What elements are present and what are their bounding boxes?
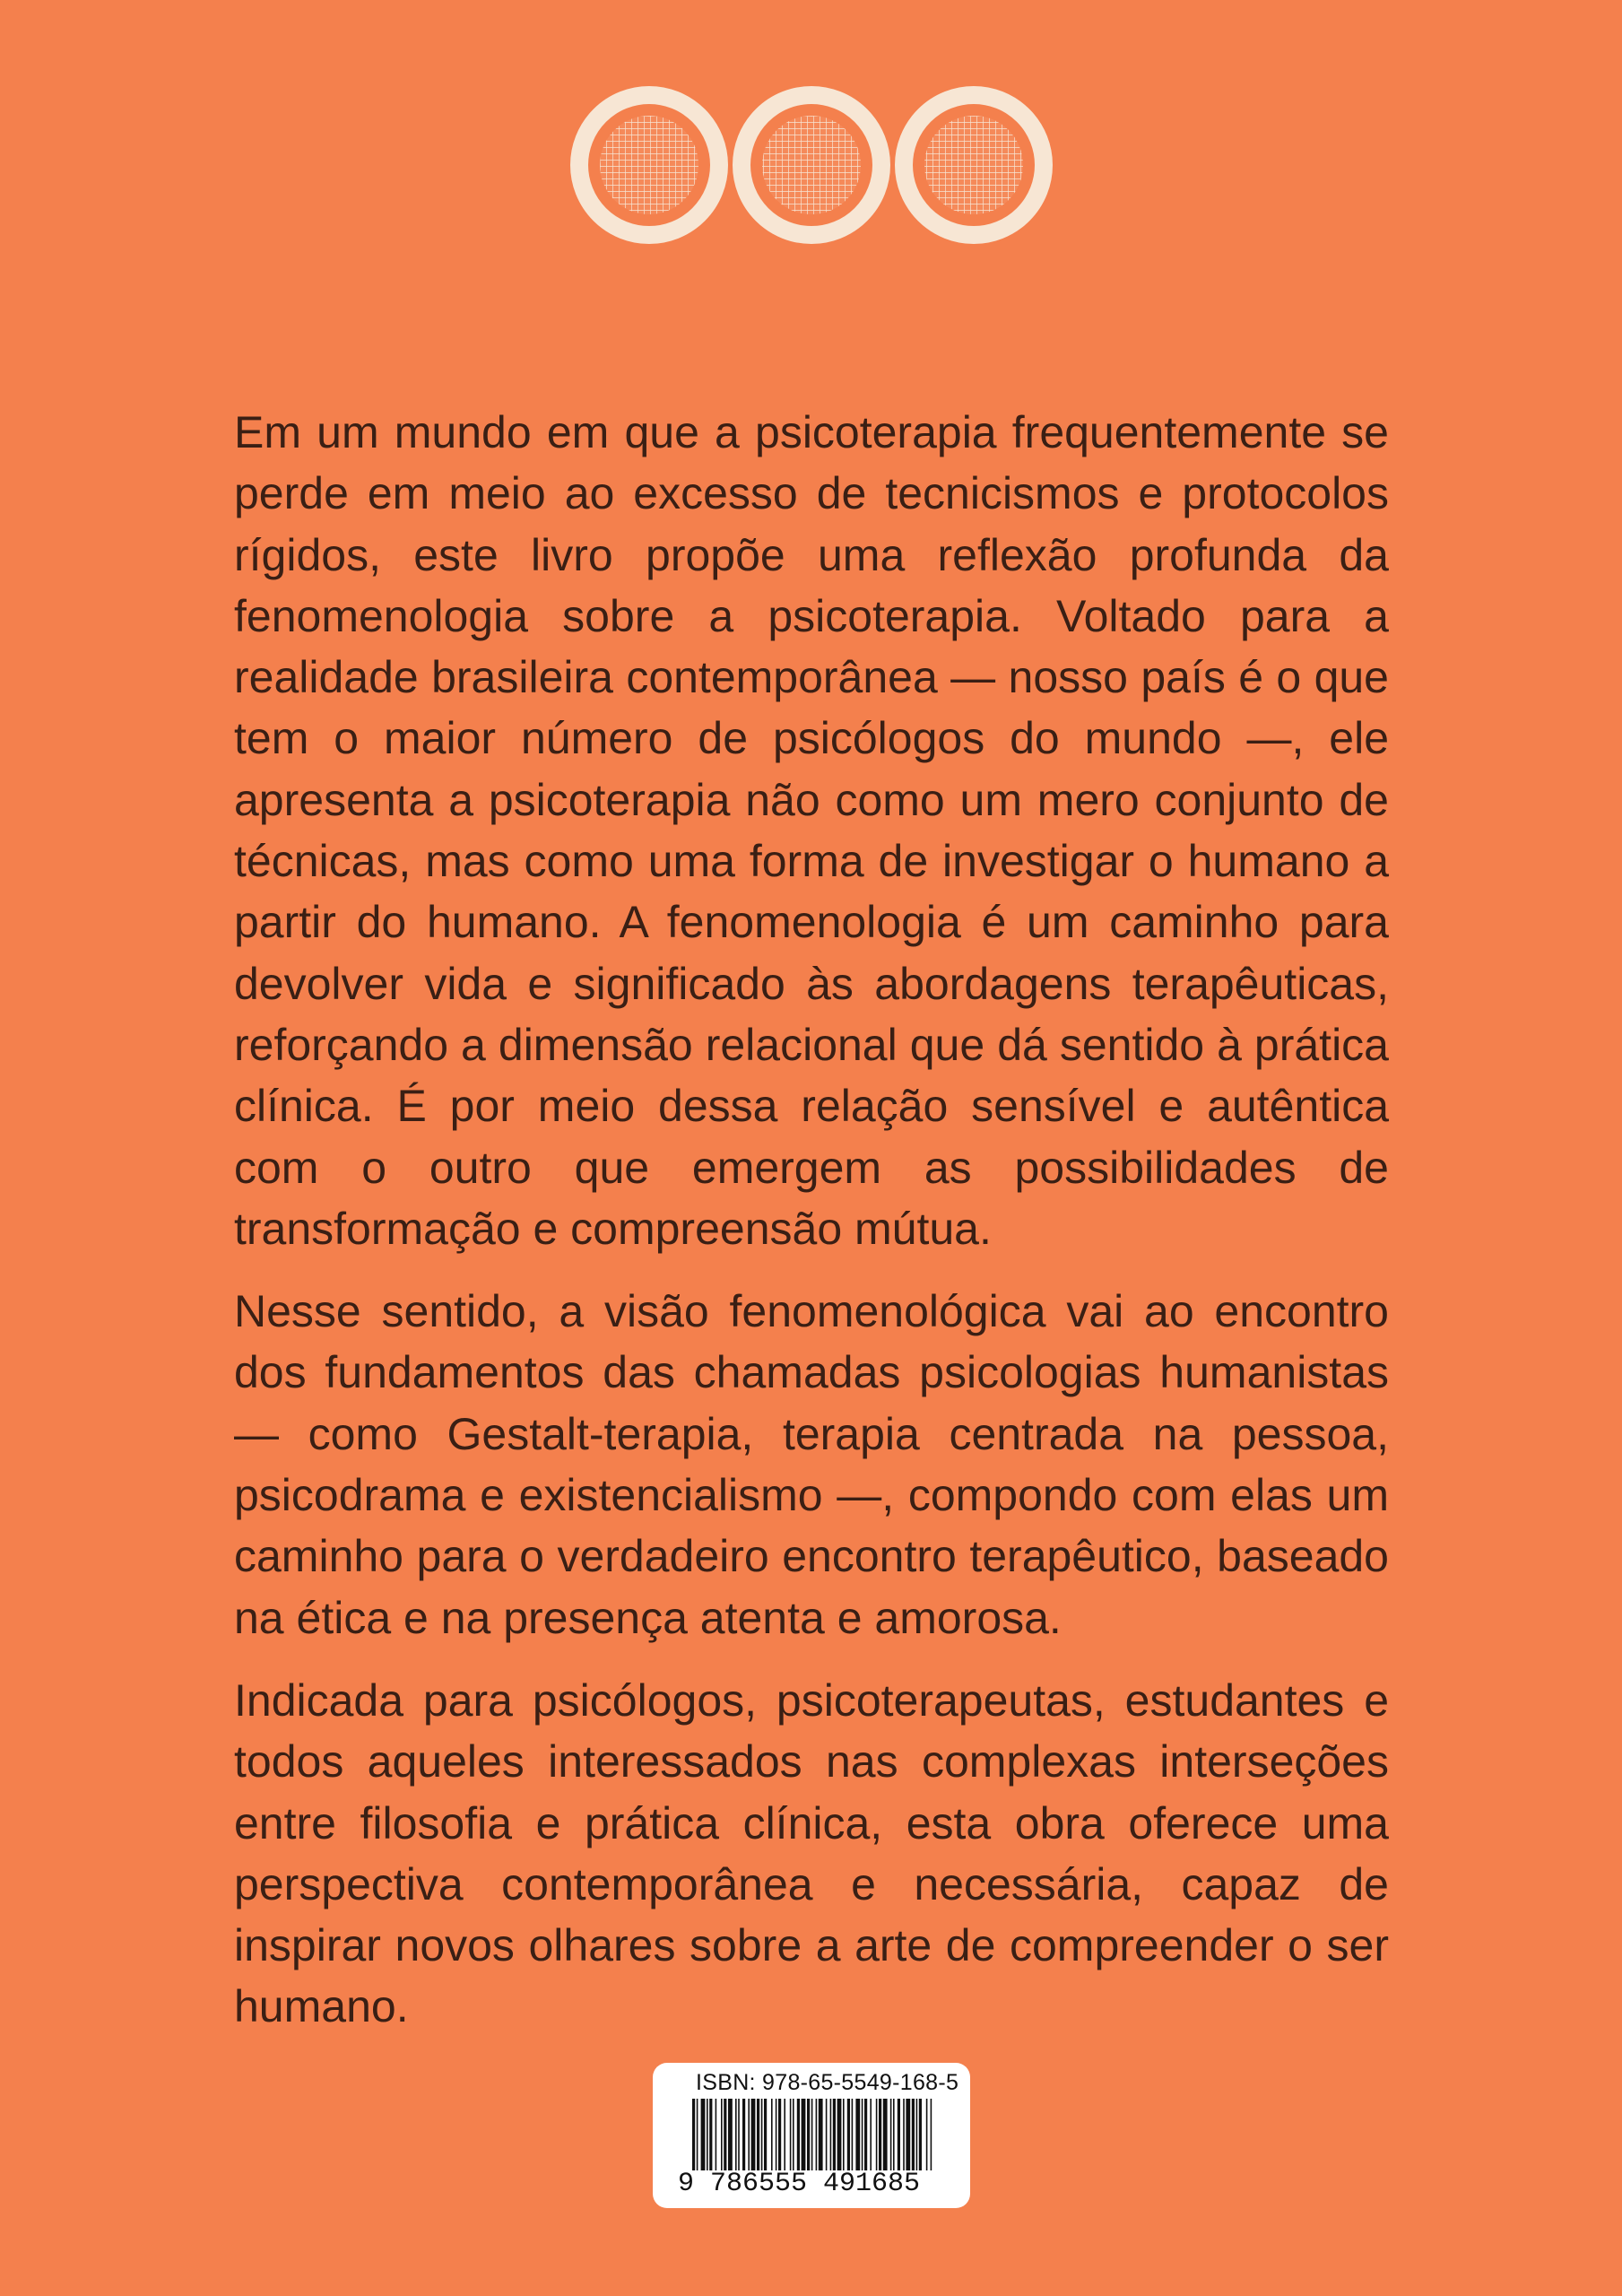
barcode-bar xyxy=(862,2099,863,2170)
barcode-bar xyxy=(811,2099,813,2170)
barcode-bar xyxy=(819,2099,823,2170)
barcode-bar xyxy=(870,2099,872,2170)
barcode-bar xyxy=(883,2099,888,2170)
barcode-bar xyxy=(724,2099,726,2170)
barcode-bar xyxy=(701,2099,706,2170)
barcode-bar xyxy=(793,2099,794,2170)
barcode-bar xyxy=(912,2099,915,2170)
back-cover-description xyxy=(234,402,1389,2059)
isbn-label: ISBN: 978-65-5549-168-5 xyxy=(696,2070,959,2095)
barcode-bar xyxy=(903,2099,905,2170)
barcode-bar xyxy=(802,2099,806,2170)
barcode-bar xyxy=(778,2099,781,2170)
barcode-bar xyxy=(692,2099,695,2170)
three-rings-logo xyxy=(568,84,1054,246)
barcode-bar xyxy=(879,2099,881,2170)
barcode-bar xyxy=(919,2099,922,2170)
barcode-bar xyxy=(757,2099,759,2170)
barcode-icon xyxy=(692,2099,934,2174)
barcode-bar xyxy=(876,2099,878,2170)
ring-left xyxy=(579,95,719,235)
isbn-barcode-box xyxy=(653,2063,970,2208)
barcode-bar xyxy=(751,2099,756,2170)
barcode-bar xyxy=(931,2099,932,2170)
barcode-bar xyxy=(738,2099,740,2170)
paragraph-1: Em um mundo em que a psicoterapia frequentemente se perde em meio ao excesso de tecnicismos e protocolos rígidos, este livro propõe uma reflexão profunda da fenomenologia sobre a psicoterapia. Voltado para a realidade brasileira contemporânea — nosso país é o que tem o maior número de psicólogos do mundo —, ele apresenta a psicoterapia não como um mero conjunto de técnicas, mas como uma forma de investigar o humano a partir do humano. A fenomenologia é um caminho para devolver vida e significado às abordagens terapêuticas, reforçando a dimensão relacional que dá sentido à prática clínica. É por meio dessa relação sensível e autêntica com o outro que emergem as possibilidades de transformação e compreensão mútua. xyxy=(234,407,1389,1254)
paragraph-2: Nesse sentido, a visão fenomenológica vai ao encontro dos fundamentos das chamadas psicologias humanistas — como Gestalt-terapia, terapia centrada na pessoa, psicodrama e existencialismo —, compondo com elas um caminho para o verdadeiro encontro terapêutico, baseado na ética e na presença atenta e amorosa. xyxy=(234,1286,1389,1643)
barcode-bar xyxy=(716,2099,717,2170)
barcode-bar xyxy=(771,2099,773,2170)
barcode-bar xyxy=(764,2099,767,2170)
barcode-bar xyxy=(898,2099,900,2170)
paragraph-3: Indicada para psicólogos, psicoterapeutas, estudantes e todos aqueles interessados nas complexas interseções entre filosofia e prática clínica, esta obra oferece uma perspectiva contemporânea e necessária, capaz de inspirar novos olhares sobre a arte de compreender o ser humano. xyxy=(234,1674,1389,2032)
barcode-bar xyxy=(776,2099,777,2170)
barcode-bar xyxy=(697,2099,698,2170)
barcode-bar xyxy=(790,2099,792,2170)
barcode-bar xyxy=(807,2099,810,2170)
barcode-bar xyxy=(735,2099,737,2170)
barcode-bar xyxy=(707,2099,708,2170)
barcode-bar xyxy=(830,2099,832,2170)
barcode-bar xyxy=(855,2099,860,2170)
barcode-bar xyxy=(709,2099,712,2170)
barcode-bar xyxy=(890,2099,892,2170)
barcode-bar xyxy=(742,2099,745,2170)
barcode-bar xyxy=(864,2099,867,2170)
barcode-bar xyxy=(816,2099,818,2170)
barcode-bar xyxy=(728,2099,733,2170)
ring-center xyxy=(742,95,881,235)
barcode-bar xyxy=(748,2099,750,2170)
barcode-bar xyxy=(826,2099,828,2170)
barcode-bar xyxy=(837,2099,842,2170)
barcode-bar xyxy=(906,2099,910,2170)
barcode-bar xyxy=(797,2099,800,2170)
barcode-bar xyxy=(893,2099,895,2170)
barcode-digits: 9 786555 491685 xyxy=(678,2169,921,2199)
barcode-bar xyxy=(784,2099,785,2170)
barcode-bar xyxy=(852,2099,854,2170)
barcode-bar xyxy=(761,2099,763,2170)
barcode-bar xyxy=(721,2099,723,2170)
barcode-bar xyxy=(833,2099,836,2170)
barcode-bar xyxy=(843,2099,845,2170)
ring-right xyxy=(904,95,1044,235)
barcode-bar xyxy=(847,2099,850,2170)
barcode-bar xyxy=(926,2099,928,2170)
barcode-bar xyxy=(916,2099,918,2170)
